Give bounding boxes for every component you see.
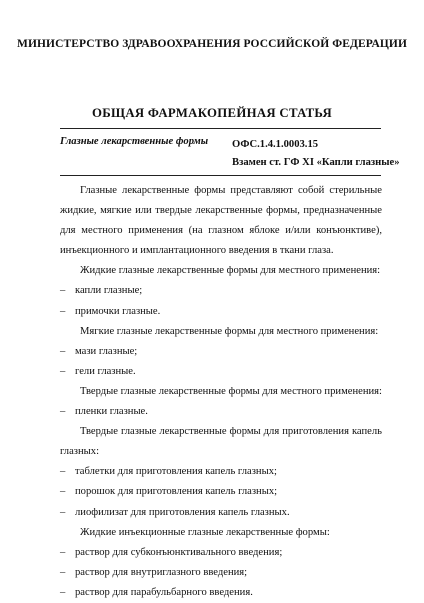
list-item xyxy=(60,482,382,502)
article-type-title: ОБЩАЯ ФАРМАКОПЕЙНАЯ СТАТЬЯ xyxy=(91,106,333,120)
list-item-text: раствор для внутриглазного введения; xyxy=(75,566,248,578)
ministry-heading: МИНИСТЕРСТВО ЗДРАВООХРАНЕНИЯ РОССИЙСКОЙ ФЕДЕРАЦИИ xyxy=(16,38,407,50)
list-item xyxy=(60,563,382,583)
group-heading: Жидкие глазные лекарственные формы для местного применения: xyxy=(80,265,381,277)
dash-mark: – xyxy=(60,586,66,598)
list-item-text: таблетки для приготовления капель глазных; xyxy=(75,466,277,478)
group-heading: Мягкие глазные лекарственные формы для местного применения: xyxy=(80,325,379,337)
article-code: ОФС.1.4.1.0003.15 xyxy=(232,139,319,150)
list-item-text: капли глазные; xyxy=(75,285,143,297)
list-item xyxy=(60,342,382,362)
replaces-note: Взамен ст. ГФ XI «Капли глазные» xyxy=(232,157,400,168)
header-rule-top xyxy=(60,128,381,129)
list-item-text: раствор для субконъюнктивального введения; xyxy=(75,546,283,558)
list-item-text: раствор для парабульбарного введения. xyxy=(75,586,253,598)
list-item xyxy=(60,462,382,482)
list-item-text: пленки глазные. xyxy=(75,406,148,418)
group-heading: Жидкие инъекционные глазные лекарственные формы: xyxy=(80,526,330,538)
list-item-text: мази глазные; xyxy=(75,345,138,357)
dash-mark: – xyxy=(60,406,66,418)
header-rule-bottom xyxy=(60,175,381,176)
dash-mark: – xyxy=(60,305,66,317)
article-name: Глазные лекарственные формы xyxy=(60,136,209,147)
list-item-text: лиофилизат для приготовления капель глазных. xyxy=(75,506,290,518)
group-heading: Твердые глазные лекарственные формы для местного применения: xyxy=(80,385,382,397)
article-code-block xyxy=(232,136,400,172)
dash-mark: – xyxy=(60,345,66,357)
dash-mark: – xyxy=(60,506,66,518)
dash-mark: – xyxy=(60,365,66,377)
list-item xyxy=(60,402,382,422)
article-body xyxy=(60,181,382,603)
dash-mark: – xyxy=(60,466,66,478)
list-item xyxy=(60,503,382,523)
list-item xyxy=(60,281,382,301)
dash-mark: – xyxy=(60,285,66,297)
list-item-text: гели глазные. xyxy=(75,365,136,377)
list-item-text: порошок для приготовления капель глазных; xyxy=(75,486,278,498)
dash-mark: – xyxy=(60,486,66,498)
dash-mark: – xyxy=(60,566,66,578)
intro-paragraph: Глазные лекарственные формы представляют собой стерильные жидкие, мягкие или твердые лекарственные формы, предназначенные для местного применения (на глазном яблоке и/или конъюнктиве), инъекционного и имплантационного введения в ткани глаза. xyxy=(60,185,382,257)
list-item-text: примочки глазные. xyxy=(75,305,161,317)
list-item xyxy=(60,362,382,382)
group-heading: Твердые глазные лекарственные формы для приготовления капель глазных: xyxy=(60,426,382,458)
list-item xyxy=(60,543,382,563)
list-item xyxy=(60,302,382,322)
dash-mark: – xyxy=(60,546,66,558)
